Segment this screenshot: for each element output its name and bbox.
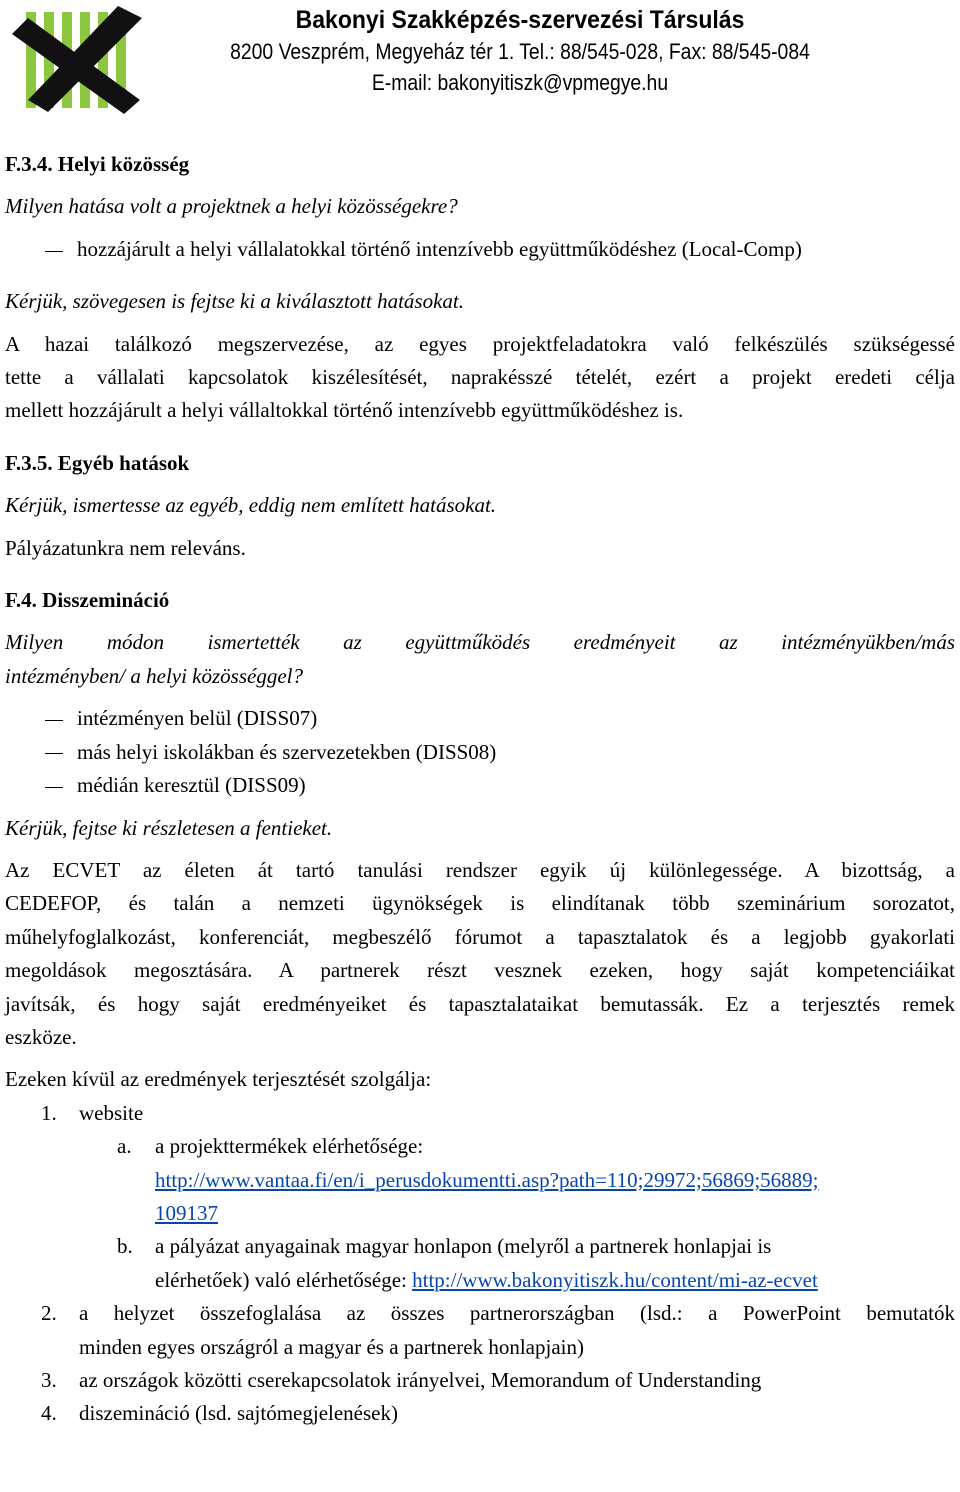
answer-line: eszköze.: [5, 1024, 77, 1049]
list-item-text: a pályázat anyagainak magyar honlapon (melyről a partnerek honlapjai is: [155, 1234, 772, 1259]
organization-email: E-mail: bakonyitiszk@vpmegye.hu: [371, 70, 669, 95]
hungarian-website-link[interactable]: http://www.bakonyitiszk.hu/content/mi-az-ecvet: [412, 1267, 818, 1292]
answer-line: A hazai találkozó megszervezése, az egyes projektfeladatokra való felkészülés szükségessé: [5, 331, 955, 356]
document-body: [5, 148, 955, 1431]
list-letter: b.: [117, 1234, 133, 1259]
request-text: Kérjük, fejtse ki részletesen a fentieket.: [5, 815, 333, 840]
answer-line: megoldások megosztására. A partnerek részt vesznek ezeken, hogy saját kompetenciáikat: [5, 958, 955, 983]
question-text: Kérjük, ismertesse az egyéb, eddig nem említett hatásokat.: [5, 493, 497, 518]
answer-paragraph: [5, 854, 955, 1054]
list-number: 1.: [41, 1100, 57, 1125]
list-item-text: médián keresztül (DISS09): [77, 773, 306, 798]
question-text: Milyen hatása volt a projektnek a helyi közösségekre?: [5, 194, 458, 219]
list-item-text: a helyzet összefoglalása az összes partnerországban (lsd.: a PowerPoint bemutatók: [79, 1301, 955, 1326]
dash-bullet-icon: [5, 769, 77, 802]
dash-bullet-icon: [5, 736, 77, 769]
answer-line: CEDEFOP, és talán a nemzeti ügynökségek is elindítanak több szeminárium sorozatot,: [5, 891, 955, 916]
list-number: 4.: [41, 1401, 57, 1426]
list-item: [5, 1364, 955, 1397]
answer-line: műhelyfoglalkozást, konferenciát, megbeszélő fórumot a tapasztalatok és a legjobb gyakorlati: [5, 924, 955, 949]
section-heading-f4: F.4. Disszemináció: [5, 588, 170, 613]
question-line: intézményben/ a helyi közösséggel?: [5, 663, 303, 688]
dissemination-checklist: [5, 702, 955, 802]
project-products-link[interactable]: http://www.vantaa.fi/en/i_perusdokumentti.asp?path=110;29972;56869;56889;: [155, 1167, 819, 1192]
section-heading-f34: F.3.4. Helyi közösség: [5, 152, 190, 176]
list-item: [5, 1397, 955, 1430]
numbered-list: [5, 1097, 955, 1431]
list-item-text: az országok közötti cserekapcsolatok irányelvei, Memorandum of Understanding: [79, 1368, 762, 1392]
answer-line: javítsák, és hogy saját eredményeiket és tapasztalataikat bemutassák. Ez a terjesztés remek: [5, 991, 955, 1016]
question-text: [5, 626, 955, 693]
list-item-text: diszemináció (lsd. sajtómegjelenések): [79, 1401, 398, 1426]
list-item: [5, 233, 955, 266]
list-item: [5, 702, 955, 735]
answer-line: mellett hozzájárult a helyi vállaltokkal történő intenzívebb együttműködéshez is.: [5, 398, 684, 423]
list-item-text: a projekttermékek elérhetősége:: [155, 1134, 424, 1159]
list-item-text: elérhetőek) való elérhetősége:: [155, 1267, 413, 1292]
list-item: [5, 736, 955, 769]
question-line: Milyen módon ismertették az együttműködés eredményeit az intézményükben/más: [5, 630, 955, 655]
list-item-text: hozzájárult a helyi vállalatokkal történő intenzívebb együttműködéshez (Local-Comp): [77, 236, 802, 261]
list-number: 3.: [41, 1368, 57, 1392]
list-item: [5, 1297, 955, 1364]
organization-name: Bakonyi Szakképzés-szervezési Társulás: [295, 6, 745, 34]
project-products-link-cont[interactable]: 109137: [155, 1200, 218, 1225]
answer-line: Az ECVET az életen át tartó tanulási rendszer egyik új különlegessége. A bizottság, a: [5, 857, 955, 882]
dash-bullet-icon: [5, 233, 77, 266]
list-number: 2.: [41, 1301, 57, 1326]
section-heading-f35: F.3.5. Egyéb hatások: [5, 450, 190, 475]
list-item: [5, 769, 955, 802]
list-item-text: intézményen belül (DISS07): [77, 706, 318, 731]
list-item-text: website: [79, 1100, 144, 1125]
list-item: [5, 1097, 955, 1130]
letterhead: [0, 0, 960, 110]
list-letter: a.: [117, 1134, 132, 1159]
list-intro: Ezeken kívül az eredmények terjesztését szolgálja:: [5, 1067, 432, 1092]
answer-line: tette a vállalati kapcsolatok kiszélesítését, naprakésszé tételét, ezért a projekt eredeti célja: [5, 365, 955, 390]
sub-list-item: [5, 1130, 955, 1230]
organization-logo: [8, 4, 148, 114]
organization-address: 8200 Veszprém, Megyeház tér 1. Tel.: 88/545-028, Fax: 88/545-084: [230, 39, 810, 64]
list-item-text: más helyi iskolákban és szervezetekben (DISS08): [77, 739, 497, 764]
answer-text: Pályázatunkra nem releváns.: [5, 535, 246, 560]
request-text: Kérjük, szövegesen is fejtse ki a kiválasztott hatásokat.: [5, 289, 465, 314]
list-item-text: minden egyes országról a magyar és a partnerek honlapjain): [79, 1334, 584, 1359]
answer-paragraph: [5, 328, 955, 428]
sub-list-item: [5, 1230, 955, 1297]
dash-bullet-icon: [5, 702, 77, 735]
